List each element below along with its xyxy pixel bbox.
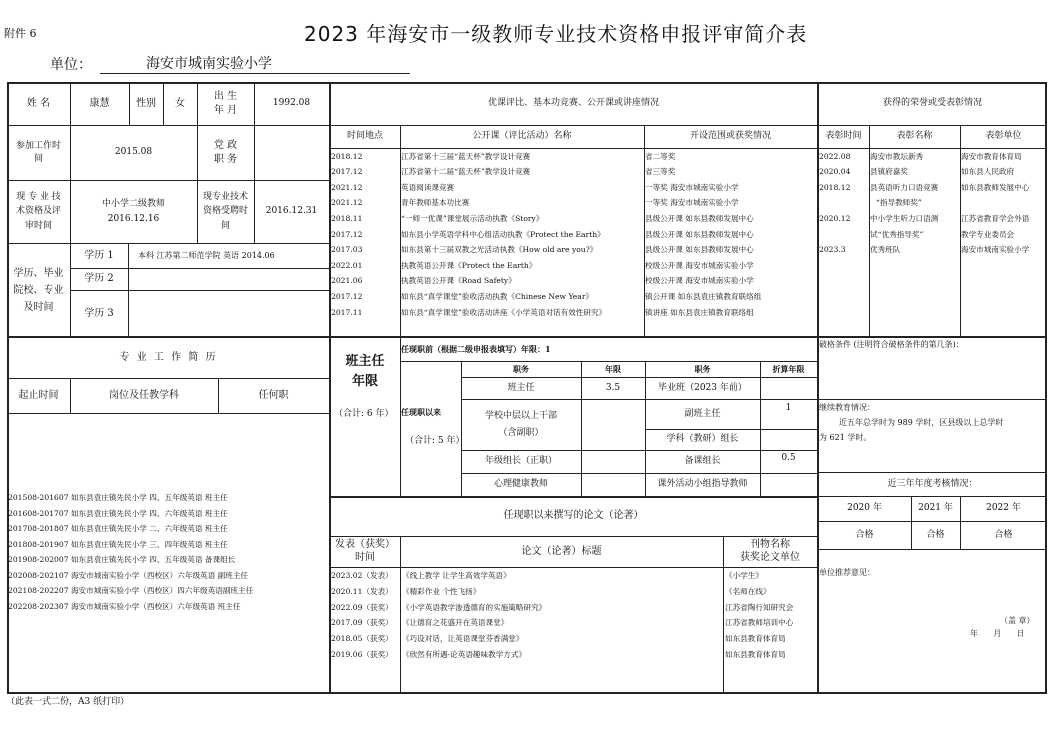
resume-row: 201908-202007 如东县袁庄镇先民小学 四、五年级英语 备课组长 (8, 555, 236, 564)
resume-row: 201808-201907 如东县袁庄镇先民小学 三、四年级英语 班主任 (8, 540, 228, 549)
work-start-value: 2015.08 (114, 147, 153, 158)
honor-name: 海安市教坛新秀 (870, 152, 924, 161)
duty-cell: 学校中层以上干部（含副职） (484, 411, 557, 438)
duty-cell: 班主任 (507, 382, 535, 393)
honor-name-cont: “指导教师奖” (876, 198, 922, 207)
work-start-label: 参加工作时间 (15, 141, 61, 164)
lesson-scope: 校级公开课 海安市城南实验小学 (645, 261, 754, 270)
name-label: 姓 名 (26, 97, 51, 109)
lessons-title: 优课评比、基本功竞赛、公开课或讲座情况 (487, 98, 659, 109)
paper-publication: 江苏省陶行知研究会 (725, 603, 794, 612)
class-teacher-label (330, 345, 400, 399)
edu-3-label: 学历 3 (84, 307, 114, 319)
honor-name: 县英语听力口语竞赛 (870, 183, 939, 192)
paper-title: 《精彩作业 个性飞扬》 (402, 587, 481, 596)
papers-col-publication (723, 536, 817, 567)
lesson-scope: 省二等奖 (645, 152, 676, 161)
resume-row: 201708-201807 如东县袁庄镇先民小学 二、六年级英语 班主任 (8, 524, 228, 533)
papers-col-time-line2: 时间 (355, 551, 375, 563)
lessons-col-scope: 开设范围或获奖情况 (689, 131, 771, 142)
papers-col-title: 论文（论著）标题 (521, 545, 602, 557)
assessment-result-2020: 合格 (855, 529, 874, 540)
lesson-scope: 一等奖 海安市城南实验小学 (645, 183, 739, 192)
date-label: 年 月 日 (970, 629, 1025, 638)
lesson-time: 2018.11 (331, 214, 363, 223)
honors-title: 获得的荣誉或受表彰情况 (882, 98, 982, 109)
class-teacher-label-line1: 班主任 (345, 353, 385, 369)
lesson-time: 2017.12 (331, 167, 363, 176)
breakthrough-label: 破格条件 (注明符合破格条件的第几条)： (819, 340, 964, 349)
honors-col-name: 表彰名称 (896, 131, 933, 142)
unit-field (100, 56, 410, 74)
lesson-scope: 镇公开课 如东县袁庄镇教育联络组 (645, 292, 762, 301)
assessment-year-2022: 2022 年 (986, 503, 1021, 514)
paper-title: 《欣然有所遇-论英语趣味教学方式》 (402, 650, 527, 659)
lesson-time: 2018.12 (331, 152, 363, 161)
lesson-name: 执教英语公开课《Protect the Earth》 (401, 261, 537, 270)
lesson-name: 执教英语公开课《Road Safety》 (401, 276, 516, 285)
honor-time: 2020.12 (819, 214, 851, 223)
lesson-name: 英语阅读课竞赛 (401, 183, 455, 192)
since-current-post-label: 任现职以来 (401, 407, 441, 417)
converted-cell: 0.5 (781, 452, 796, 463)
assessment-year-2020: 2020 年 (847, 503, 882, 514)
since-current-post-total: （合计: 5 年） (405, 436, 465, 446)
resume-row: 201508-201607 如东县袁庄镇先民小学 四、五年级英语 班主任 (8, 493, 228, 502)
birth-label-line1: 出 生 (213, 91, 238, 102)
lesson-name: 如东县“真学课堂”验收活动执教《Chinese New Year》 (401, 292, 594, 301)
lesson-scope: 校级公开课 海安市城南实验小学 (645, 276, 754, 285)
papers-col-time (330, 536, 400, 567)
resume-row: 202208-202307 海安市城南实验小学（西校区）六年级英语 班主任 (8, 602, 241, 611)
class-teacher-total: （合计: 6 年） (334, 409, 394, 419)
edu-1-label: 学历 1 (84, 249, 114, 261)
papers-col-pub-line1: 刊物名称 (750, 539, 790, 550)
lesson-time: 2021.12 (331, 198, 363, 207)
birth-label (197, 82, 254, 125)
lesson-time: 2017.03 (331, 245, 363, 254)
before-current-post-years: 任现职前（根据二级申报表填写）年限：1 (401, 344, 551, 354)
qual-value-line2: 2016.12.16 (107, 213, 160, 224)
duty2-cell: 毕业班（2023 年前） (658, 382, 747, 393)
attachment-label: 附件 6 (4, 27, 37, 40)
lesson-name: 江苏省第十二届“蓝天杯”教学设计竞赛 (401, 167, 531, 176)
years-cell: 3.5 (605, 382, 621, 393)
duty-cell: 心理健康教师 (493, 479, 548, 490)
papers-title: 任现职以来撰写的论文（论著） (503, 510, 644, 522)
paper-publication: 《名师在线》 (725, 587, 771, 596)
duty2-cell: 课外活动小组指导教师 (657, 479, 748, 490)
duty2-cell: 副班主任 (684, 408, 721, 419)
gender-value: 女 (175, 97, 185, 109)
paper-time: 2022.09（获奖） (331, 603, 393, 612)
edu-2-label: 学历 2 (84, 273, 114, 285)
honor-time: 2022.08 (819, 152, 851, 161)
paper-time: 2018.05（获奖） (331, 634, 393, 643)
col-years: 年限 (605, 363, 621, 374)
qual-value (70, 180, 197, 243)
lesson-scope: 县级公开课 如东县教师发展中心 (645, 245, 754, 254)
honor-unit: 海安市城南实验小学 (961, 245, 1030, 254)
resume-col-post: 岗位及任教学科 (109, 389, 179, 401)
resume-row: 201608-201707 如东县袁庄镇先民小学 四、六年级英语 班主任 (8, 509, 228, 518)
paper-time: 2017.09（获奖） (331, 618, 393, 627)
lesson-time: 2021.12 (331, 183, 363, 192)
lesson-name: 如东县第十三届双教之光活动执教《How old are you?》 (401, 245, 598, 254)
paper-title: 《让德育之花盛开在英语课堂》 (402, 618, 509, 627)
party-label-line2: 职 务 (213, 153, 238, 165)
footer-note: （此表一式二份，A3 纸打印） (6, 697, 130, 707)
qual-value-line1: 中小学二级教师 (101, 199, 165, 210)
col-duty-2: 职务 (694, 363, 711, 374)
lesson-name: 如东县小学英语学科中心组活动执教《Protect the Earth》 (401, 230, 605, 239)
col-converted-years: 折算年限 (772, 363, 805, 374)
name-value: 康慧 (89, 97, 110, 109)
resume-row: 202008-202107 海安市城南实验小学（西校区）六年级英语 副班主任 (8, 571, 249, 580)
assessment-result-2021: 合格 (926, 529, 945, 540)
lesson-name: 青年教师基本功比赛 (401, 198, 470, 207)
converted-cell: 1 (785, 402, 792, 413)
unit-label: 单位： (50, 57, 92, 73)
breakthrough-field[interactable] (818, 352, 1047, 398)
lesson-name: 江苏省第十三届“蓝天杯”教学设计竞赛 (401, 152, 531, 161)
party-value (254, 125, 329, 180)
papers-col-time-line1: 发表（获奖） (335, 539, 395, 550)
paper-publication: 《小学生》 (725, 571, 763, 580)
col-duty: 职务 (513, 363, 529, 374)
lessons-col-time: 时间地点 (346, 131, 383, 142)
paper-time: 2020.11（发表） (331, 587, 393, 596)
honor-unit: 海安市教育体育局 (961, 152, 1022, 161)
paper-publication: 如东县教育体育局 (725, 634, 786, 643)
assessment-year-2021: 2021 年 (918, 503, 953, 514)
lesson-scope: 省三等奖 (645, 167, 676, 176)
lesson-time: 2017.12 (331, 292, 363, 301)
resume-row: 202108-202207 海安市城南实验小学（西校区）四六年级英语副班主任 (8, 586, 254, 595)
resume-col-time: 起止时间 (18, 389, 59, 401)
paper-title: 《巧设对话，让英语课堂芬香满堂》 (402, 634, 524, 643)
lesson-time: 2021.06 (331, 276, 363, 285)
seal-label: （盖 章） (1000, 616, 1035, 625)
honor-time: 2023.3 (819, 245, 846, 254)
unit-value: 海安市城南实验小学 (146, 56, 272, 72)
honor-name: 中小学生听力口语测 (870, 214, 939, 223)
recommend-label: 单位推荐意见： (819, 568, 875, 577)
party-label (197, 125, 254, 180)
continuing-edu-line2: 为 621 学时。 (819, 433, 872, 442)
lesson-scope: 县级公开课 如东县教师发展中心 (645, 214, 754, 223)
class-teacher-label-line2: 年限 (351, 374, 378, 389)
honor-time: 2018.12 (819, 183, 851, 192)
lesson-time: 2017.12 (331, 230, 363, 239)
paper-time: 2023.02（发表） (331, 571, 393, 580)
honor-name: 优秀班队 (870, 245, 901, 254)
lesson-name: “一师一优课”课堂展示活动执教《Story》 (401, 214, 544, 223)
honor-unit: 如东县人民政府 (961, 167, 1015, 176)
edu-label: 学历、毕业院校、专业及时间 (13, 267, 64, 313)
qual-label: 现 专 业 技术资格及评审时间 (15, 191, 61, 231)
lesson-scope: 镇讲座 如东县袁庄镇教育联络组 (645, 308, 754, 317)
assessment-label: 近三年年度考核情况： (887, 478, 978, 489)
resume-title: 专 业 工 作 简 历 (119, 351, 218, 363)
resume-col-duty: 任何职 (258, 389, 289, 401)
continuing-edu-line1: 近五年总学时为 989 学时，区县级以上总学时 (839, 418, 1004, 427)
honor-name: 县镇府嘉奖 (870, 167, 908, 176)
paper-title: 《小学英语教学渗透德育的实施策略研究》 (402, 603, 547, 612)
honors-col-unit: 表彰单位 (985, 131, 1022, 142)
assessment-result-2022: 合格 (994, 529, 1013, 540)
honor-unit-cont: 教学专业委员会 (961, 230, 1015, 239)
honor-name-cont: 试“优秀指导奖” (870, 230, 924, 239)
birth-value: 1992.08 (272, 98, 311, 109)
paper-title: 《线上教学 让学生高效学英语》 (402, 571, 511, 580)
duty2-cell: 学科（教研）组长 (666, 434, 739, 445)
honor-time: 2020.04 (819, 167, 851, 176)
lessons-col-name: 公开课（评比活动）名称 (472, 131, 572, 142)
paper-publication: 如东县教育体育局 (725, 650, 786, 659)
honor-unit: 江苏省教育学会外语 (961, 214, 1030, 223)
page-title: 2023 年海安市一级教师专业技术资格申报评审简介表 (304, 22, 808, 46)
paper-time: 2019.06（获奖） (331, 650, 393, 659)
papers-col-pub-line2: 获奖论文单位 (740, 551, 800, 563)
edu-1-value: 本科 江苏第二师范学院 英语 2014.06 (138, 251, 275, 260)
continuing-edu-label: 继续教育情况： (819, 403, 875, 412)
party-label-line1: 党 政 (213, 140, 238, 151)
lesson-time: 2022.01 (331, 261, 363, 270)
gender-label: 性别 (136, 97, 156, 109)
duty-cell: 年级组长（正职） (484, 456, 557, 467)
honor-unit: 如东县教师发展中心 (961, 183, 1030, 192)
lesson-time: 2017.11 (331, 308, 363, 317)
hire-label: 现专业技术资格受聘时间 (202, 191, 248, 231)
honors-col-time: 表彰时间 (825, 131, 862, 142)
duty2-cell: 备课组长 (684, 456, 721, 467)
lesson-scope: 县级公开课 如东县教师发展中心 (645, 230, 754, 239)
lesson-scope: 一等奖 海安市城南实验小学 (645, 198, 739, 207)
paper-publication: 江苏省教师培训中心 (725, 618, 794, 627)
birth-label-line2: 年 月 (213, 104, 238, 116)
lesson-name: 如东县“真学课堂”验收活动讲座《小学英语对话有效性研究》 (401, 308, 607, 317)
hire-value: 2016.12.31 (265, 206, 318, 217)
